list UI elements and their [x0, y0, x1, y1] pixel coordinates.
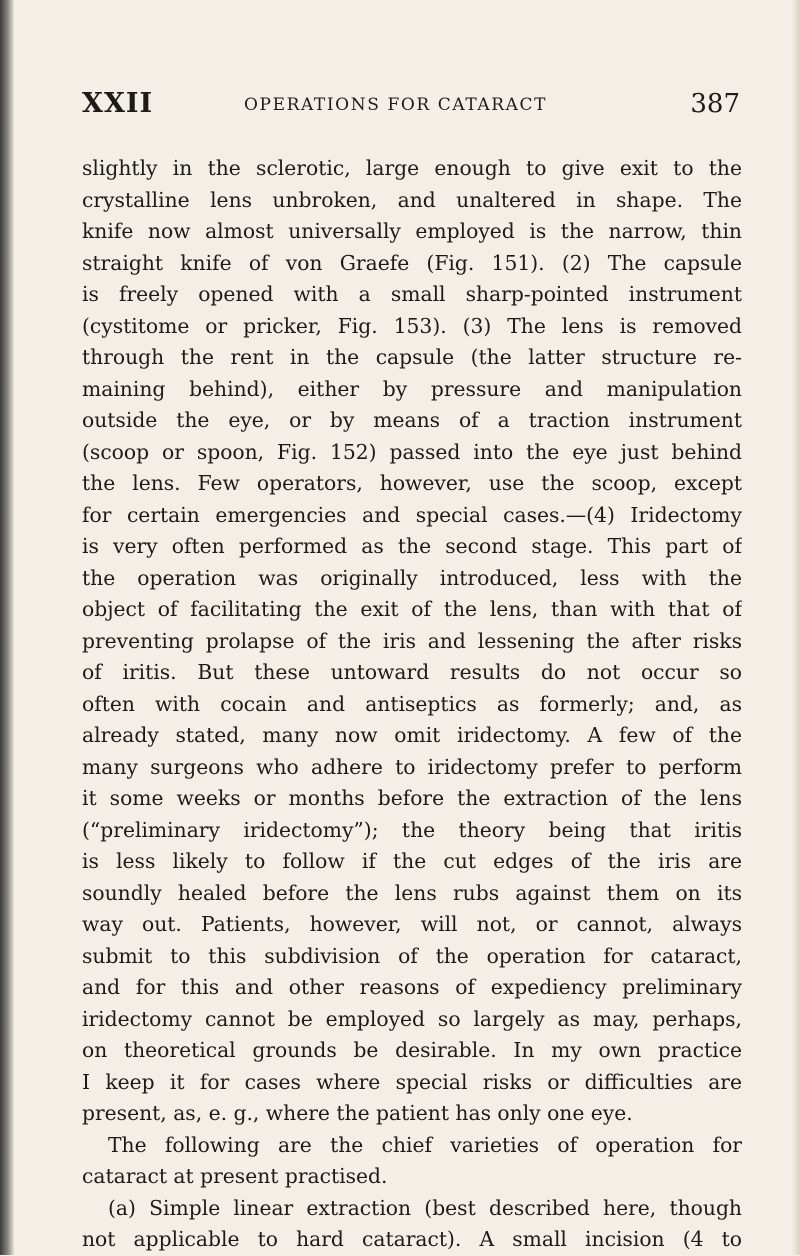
text-line: through the rent in the capsule (the latter structure re-: [82, 345, 742, 369]
text-line: the lens. Few operators, however, use the scoop, except: [82, 471, 742, 495]
page-edge: [792, 0, 800, 1255]
text-line: crystalline lens unbroken, and unaltered in shape. The: [82, 187, 742, 212]
text-line: is freely opened with a small sharp-pointed instrument: [82, 282, 742, 306]
text-line: soundly healed before the lens rubs against them on its: [82, 880, 742, 905]
text-line: straight knife of von Graefe (Fig. 151). (2) The capsule: [82, 250, 742, 275]
text-line: way out. Patients, however, will not, or cannot, always: [82, 912, 742, 936]
text-line: for certain emergencies and special cases.—(4) Iridectomy: [82, 502, 742, 527]
text-line: is very often performed as the second stage. This part of: [82, 534, 742, 558]
page-number: 387: [690, 89, 740, 119]
text-line: slightly in the sclerotic, large enough to give exit to the: [82, 156, 742, 180]
chapter-number: XXII: [82, 88, 154, 119]
text-line: present, as, e. g., where the patient has only one eye.: [82, 1101, 633, 1125]
text-line: I keep it for cases where special risks or difficulties are: [82, 1069, 742, 1094]
text-line: outside the eye, or by means of a traction instrument: [82, 408, 742, 432]
text-line: object of facilitating the exit of the lens, than with that of: [82, 597, 742, 621]
text-line: (scoop or spoon, Fig. 152) passed into the eye just behind: [82, 439, 742, 464]
text-line: the operation was originally introduced, less with the: [82, 565, 742, 590]
text-line: maining behind), either by pressure and manipulation: [82, 376, 742, 401]
book-spine-shadow: [0, 0, 14, 1255]
text-line: (a) Simple linear extraction (best described here, though: [108, 1195, 742, 1220]
text-line: preventing prolapse of the iris and lessening the after risks: [82, 628, 742, 653]
text-line: often with cocain and antiseptics as formerly; and, as: [82, 691, 742, 716]
text-line: (cystitome or pricker, Fig. 153). (3) The lens is removed: [82, 313, 742, 338]
text-line: (“preliminary iridectomy”); the theory being that iritis: [82, 817, 742, 842]
text-line: iridectomy cannot be employed so largely as may, perhaps,: [82, 1006, 742, 1031]
text-line: submit to this subdivision of the operation for cataract,: [82, 943, 742, 968]
running-header: [82, 88, 742, 128]
text-line: and for this and other reasons of expediency preliminary: [82, 975, 742, 999]
text-line: not applicable to hard cataract). A small incision (4 to: [82, 1227, 742, 1251]
text-line: of iritis. But these untoward results do not occur so: [82, 660, 742, 684]
text-line: The following are the chief varieties of operation for: [108, 1132, 742, 1157]
text-line: on theoretical grounds be desirable. In my own practice: [82, 1038, 742, 1062]
text-line: it some weeks or months before the extraction of the lens: [82, 786, 742, 810]
running-title: OPERATIONS FOR CATARACT: [244, 95, 548, 115]
text-line: cataract at present practised.: [82, 1164, 388, 1188]
text-line: knife now almost universally employed is the narrow, thin: [82, 219, 742, 243]
text-line: is less likely to follow if the cut edges of the iris are: [82, 849, 742, 873]
body-text: [82, 153, 742, 1256]
text-line: many surgeons who adhere to iridectomy prefer to perform: [82, 754, 742, 779]
text-line: already stated, many now omit iridectomy. A few of the: [82, 723, 742, 747]
